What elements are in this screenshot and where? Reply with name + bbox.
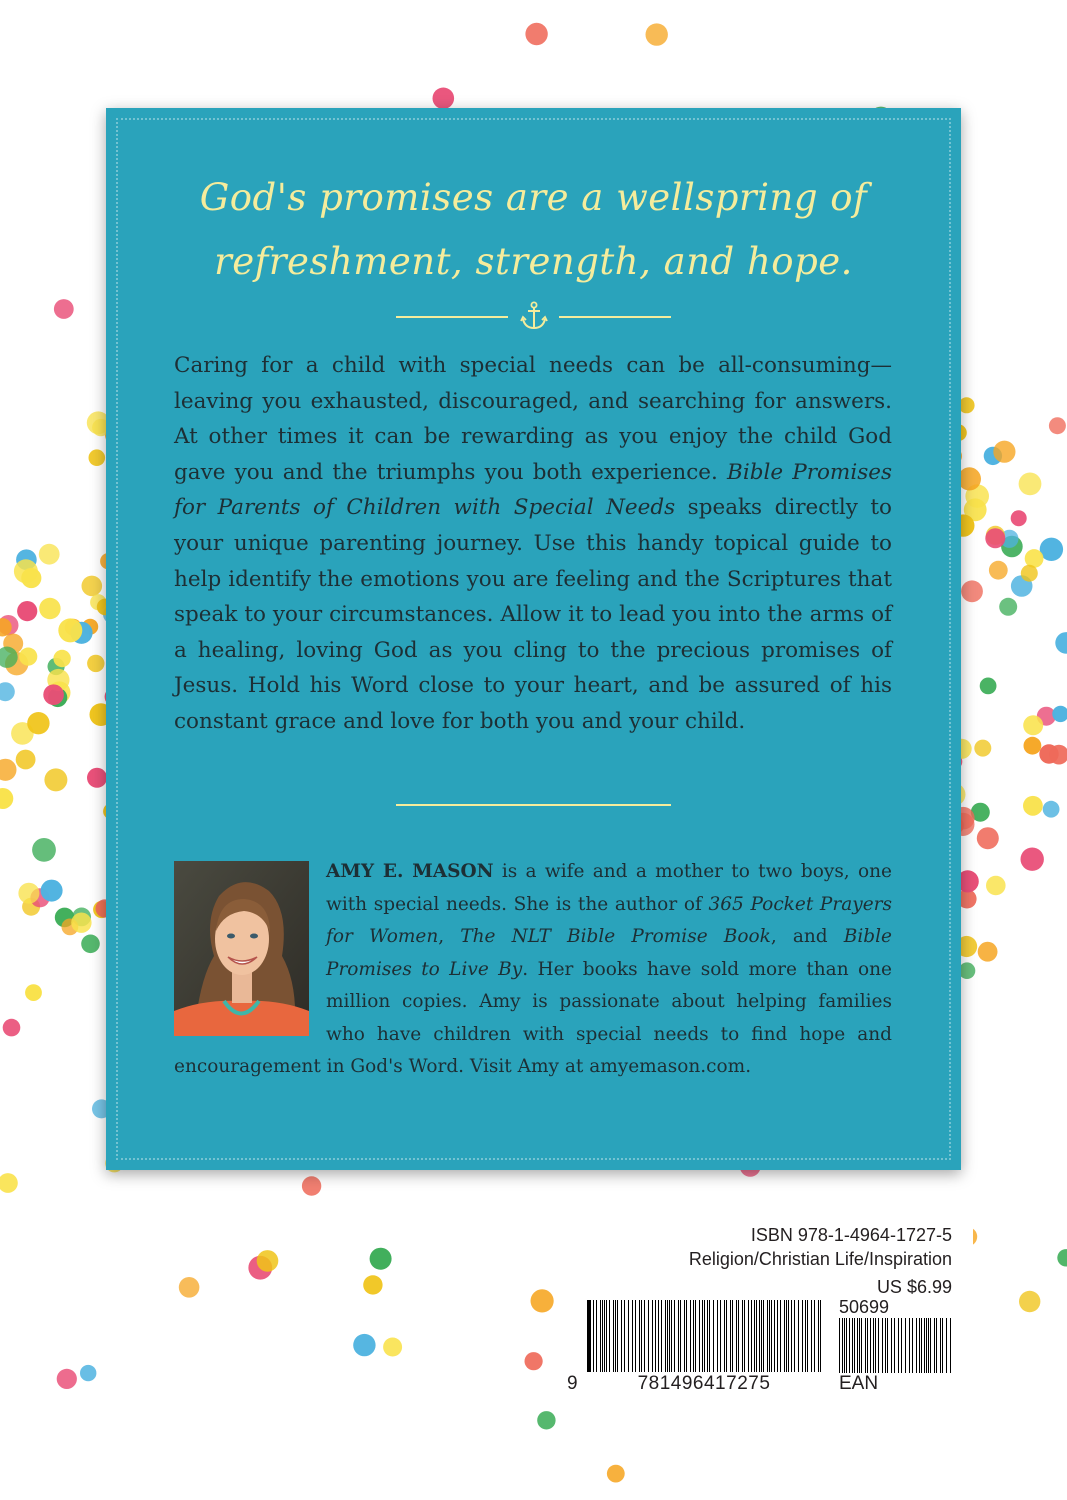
confetti-dot xyxy=(81,935,100,954)
confetti-dot xyxy=(27,712,49,734)
confetti-dot xyxy=(87,768,107,788)
confetti-dot xyxy=(363,1275,382,1294)
confetti-dot xyxy=(1021,565,1038,582)
confetti-dot xyxy=(1024,737,1042,755)
confetti-dot xyxy=(80,1365,96,1381)
confetti-dot xyxy=(1019,473,1042,496)
confetti-dot xyxy=(82,576,103,597)
confetti-dot xyxy=(14,559,38,583)
confetti-dot xyxy=(999,598,1017,616)
confetti-dot xyxy=(525,1352,543,1370)
confetti-dot xyxy=(3,1019,21,1037)
confetti-dot xyxy=(89,449,106,466)
anchor-icon xyxy=(520,301,548,331)
confetti-dot xyxy=(58,618,82,642)
confetti-dot xyxy=(1055,632,1067,654)
anchor-divider xyxy=(396,301,671,331)
confetti-dot xyxy=(25,984,42,1001)
isbn-number: ISBN 978-1-4964-1727-5 xyxy=(750,1225,952,1245)
confetti-dot xyxy=(353,1334,375,1356)
author-bio: AMY E. MASON is a wife and a mother to two boys, one with special needs. She is the author of 365 Pocket Prayers for Women, The NLT Bible Promise Book, and Bible Promises to Live By. Her books have sold more than one million copies. Amy is passionate about helping families who have children with special needs to find hope and encouragement in God's Word. Visit Amy at amyemason.com. xyxy=(174,861,893,1077)
category-label: Religion/Christian Life/Inspiration xyxy=(688,1249,952,1269)
confetti-dot xyxy=(1039,744,1058,763)
book-title-italic: Bible Promises for Parents of Children with Special Needs xyxy=(174,459,892,521)
confetti-dot xyxy=(978,942,998,962)
confetti-dot xyxy=(18,883,39,904)
book-title-1: 365 Pocket Prayers for Women xyxy=(326,893,892,947)
description-panel xyxy=(106,108,961,1170)
confetti-dot xyxy=(39,544,60,565)
confetti-dot xyxy=(989,561,1008,580)
confetti-dot xyxy=(433,88,455,110)
book-title-2: The NLT Bible Promise Book xyxy=(460,926,771,947)
section-divider xyxy=(396,804,671,806)
confetti-dot xyxy=(959,397,975,413)
confetti-dot xyxy=(1057,1249,1067,1266)
confetti-dot xyxy=(383,1338,402,1357)
confetti-dot xyxy=(87,655,104,672)
confetti-dot xyxy=(39,598,60,619)
confetti-dot xyxy=(43,684,64,705)
confetti-dot xyxy=(646,23,668,45)
price-label: US $6.99 xyxy=(876,1277,952,1297)
confetti-dot xyxy=(961,580,983,602)
confetti-dot xyxy=(977,827,999,849)
tagline-line-2: refreshment, strength, and hope. xyxy=(214,240,853,283)
book-description xyxy=(174,348,892,740)
confetti-dot xyxy=(19,648,37,666)
book-title-3: Bible Promises to Live By xyxy=(326,926,892,980)
description-part-1: Caring for a child with special needs can be all-consuming—leaving you exhausted, discouraged, and searching for answers. At other times it can be rewarding as you enjoy the child God gave you and the triumphs you both experience. xyxy=(174,353,892,485)
confetti-dot xyxy=(958,467,981,490)
tagline xyxy=(166,166,901,294)
confetti-dot xyxy=(0,759,17,781)
confetti-dot xyxy=(16,750,36,770)
confetti-dot xyxy=(993,441,1015,463)
confetti-dot xyxy=(53,650,70,667)
confetti-dot xyxy=(302,1176,321,1195)
confetti-dot xyxy=(1020,848,1043,871)
confetti-dot xyxy=(537,1411,555,1429)
confetti-dot xyxy=(525,23,547,45)
confetti-dot xyxy=(370,1248,392,1270)
confetti-dot xyxy=(1011,510,1027,526)
confetti-dot xyxy=(607,1465,625,1483)
confetti-dot xyxy=(54,299,74,319)
barcode-digits: 781496417275 xyxy=(637,1373,771,1394)
confetti-dot xyxy=(57,1369,77,1389)
price-code: 50699 xyxy=(839,1297,890,1317)
confetti-dot xyxy=(1023,796,1043,816)
isbn-barcode-block xyxy=(557,1205,973,1420)
confetti-dot xyxy=(17,601,37,621)
confetti-dot xyxy=(1049,417,1066,434)
confetti-dot xyxy=(1019,1291,1040,1312)
barcode-lead-digit: 9 xyxy=(567,1373,578,1394)
confetti-dot xyxy=(32,838,56,862)
confetti-dot xyxy=(0,1173,18,1193)
confetti-dot xyxy=(71,913,91,933)
confetti-dot xyxy=(974,740,991,757)
confetti-dot xyxy=(986,876,1006,896)
author-name: AMY E. MASON xyxy=(326,861,494,882)
confetti-dot xyxy=(531,1289,554,1312)
confetti-dot xyxy=(41,880,63,902)
description-part-2: speaks directly to your unique parenting journey. Use this handy topical guide to help identify the emotions you are feeling and the Scriptures that speak to your circumstances. Allow it to lead you into the arms of a healing, loving God as you cling to the precious promises of Jesus. Hold his Word close to your heart, and be assured of his constant grace and love for both you and your child. xyxy=(174,495,892,734)
confetti-dot xyxy=(0,788,13,809)
confetti-dot xyxy=(985,528,1005,548)
tagline-line-1: God's promises are a wellspring of xyxy=(199,176,868,219)
confetti-dot xyxy=(179,1277,200,1298)
confetti-dot xyxy=(0,682,15,701)
confetti-dot xyxy=(1043,801,1060,818)
confetti-dot xyxy=(257,1250,279,1272)
confetti-dot xyxy=(980,678,997,695)
ean-label: EAN xyxy=(839,1373,879,1394)
confetti-dot xyxy=(959,962,976,979)
confetti-dot xyxy=(1023,715,1043,735)
confetti-dot xyxy=(44,768,67,791)
